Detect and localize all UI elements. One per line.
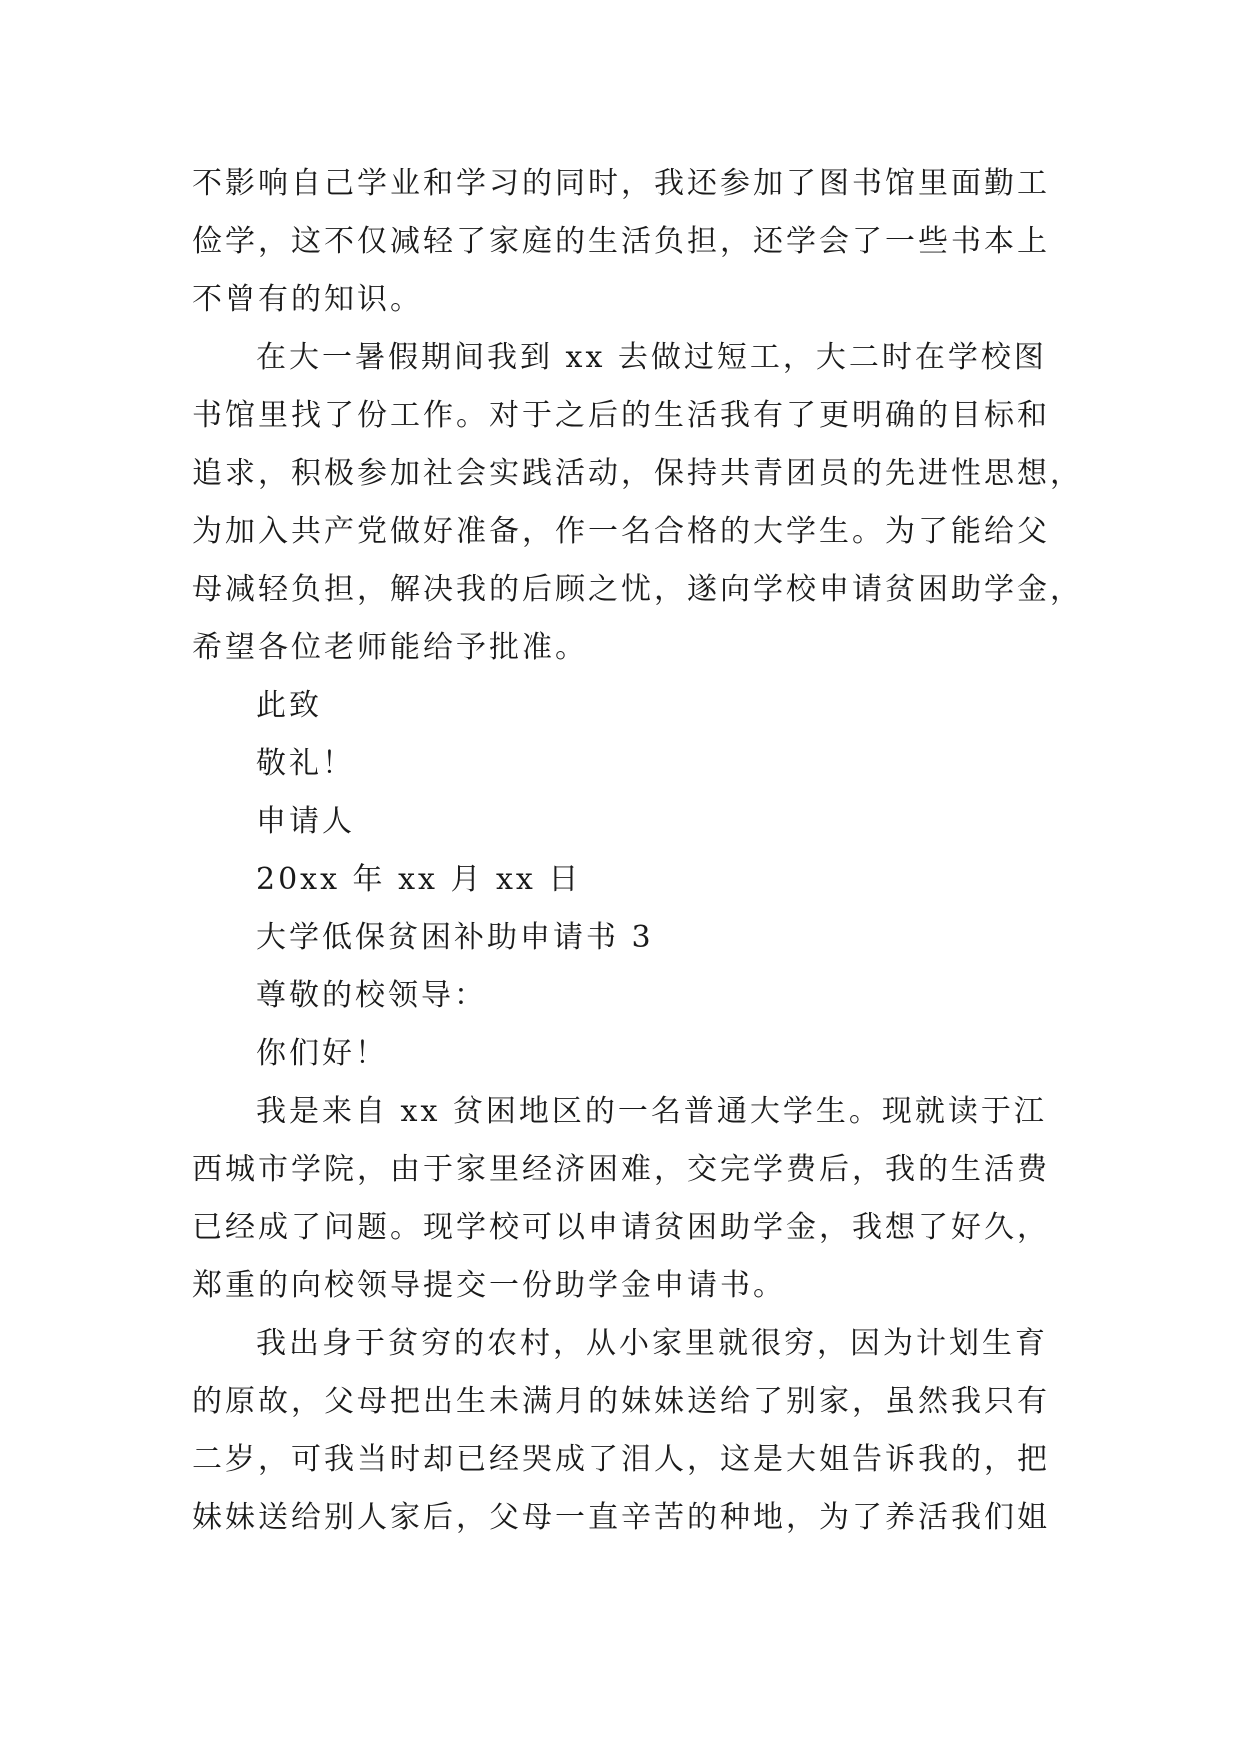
text-line: 在大一暑假期间我到 xx 去做过短工，大二时在学校图 (256, 340, 1047, 375)
text-line: 俭学，这不仅减轻了家庭的生活负担，还学会了一些书本上 (192, 224, 1050, 259)
text-line: 郑重的向校领导提交一份助学金申请书。 (192, 1268, 786, 1303)
text-line: 书馆里找了份工作。对于之后的生活我有了更明确的目标和 (192, 398, 1050, 433)
text-line: 我出身于贫穷的农村，从小家里就很穷，因为计划生育 (256, 1326, 1048, 1361)
closing-salutation: 此致 (256, 688, 322, 723)
text-line: 不曾有的知识。 (192, 282, 423, 317)
closing-regards: 敬礼！ (256, 746, 355, 781)
greeting: 你们好！ (256, 1036, 388, 1071)
date-line: 20xx 年 xx 月 xx 日 (256, 862, 582, 897)
text-line: 已经成了问题。现学校可以申请贫困助学金，我想了好久， (192, 1210, 1050, 1245)
section-title: 大学低保贫困补助申请书 3 (256, 920, 654, 955)
text-line: 不影响自己学业和学习的同时，我还参加了图书馆里面勤工 (192, 166, 1050, 201)
text-line: 西城市学院，由于家里经济困难，交完学费后，我的生活费 (192, 1152, 1050, 1187)
text-line: 母减轻负担，解决我的后顾之忧，遂向学校申请贫困助学金， (192, 572, 1083, 607)
applicant-label: 申请人 (256, 804, 355, 839)
text-line: 的原故，父母把出生未满月的妹妹送给了别家，虽然我只有 (192, 1384, 1050, 1419)
text-line: 我是来自 xx 贫困地区的一名普通大学生。现就读于江 (256, 1094, 1047, 1129)
text-line: 妹妹送给别人家后，父母一直辛苦的种地，为了养活我们姐 (192, 1500, 1050, 1535)
text-line: 二岁，可我当时却已经哭成了泪人，这是大姐告诉我的，把 (192, 1442, 1050, 1477)
greeting-recipient: 尊敬的校领导： (256, 978, 487, 1013)
text-line: 希望各位老师能给予批准。 (192, 630, 588, 665)
text-line: 追求，积极参加社会实践活动，保持共青团员的先进性思想， (192, 456, 1083, 491)
text-line: 为加入共产党做好准备，作一名合格的大学生。为了能给父 (192, 514, 1050, 549)
